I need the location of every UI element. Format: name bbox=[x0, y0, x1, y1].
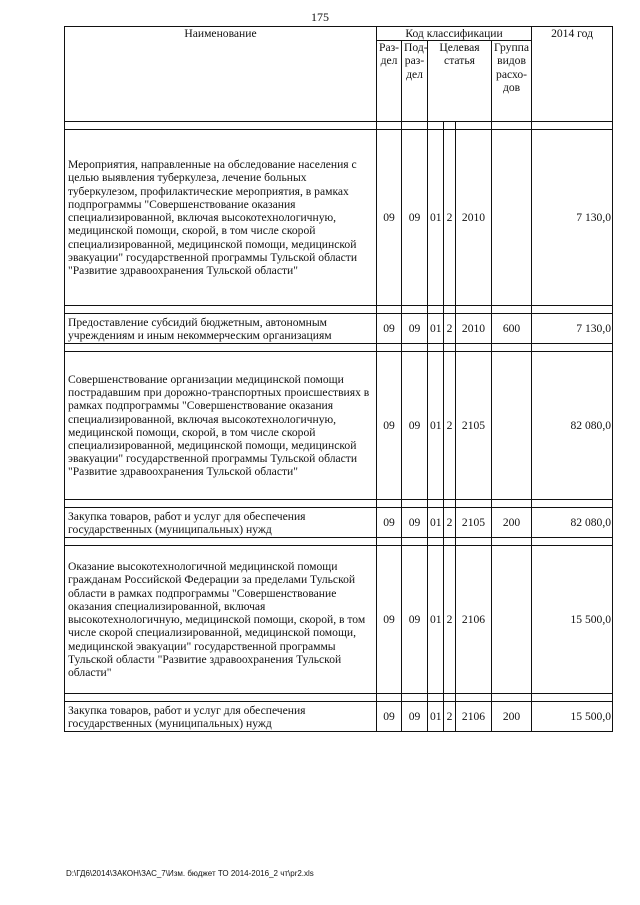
header-gruppa: Группа видов расхо-дов bbox=[492, 41, 532, 122]
row-cs1: 01 bbox=[428, 702, 444, 732]
row-cs3: 2105 bbox=[456, 508, 492, 538]
row-vid bbox=[492, 352, 532, 500]
file-path-footer: D:\ГД6\2014\ЗАКОН\ЗАС_7\Изм. бюджет ТО 2014-2016_2 чт\pr2.xls bbox=[66, 869, 314, 878]
row-razdel: 09 bbox=[377, 352, 402, 500]
table-row bbox=[65, 546, 613, 694]
row-cs2: 2 bbox=[444, 508, 456, 538]
table-row bbox=[65, 702, 613, 732]
row-cs2: 2 bbox=[444, 352, 456, 500]
row-razdel: 09 bbox=[377, 314, 402, 344]
row-razdel: 09 bbox=[377, 508, 402, 538]
row-name: Закупка товаров, работ и услуг для обеспечения государственных (муниципальных) нужд bbox=[65, 702, 377, 732]
row-sum: 15 500,0 bbox=[532, 546, 613, 694]
row-name: Предоставление субсидий бюджетным, автономным учреждениям и иным некоммерческим организациям bbox=[65, 314, 377, 344]
row-cs1: 01 bbox=[428, 352, 444, 500]
row-name: Совершенствование организации медицинской помощи пострадавшим при дорожно-транспортных происшествиях в рамках подпрограммы "Совершенствование оказания специализированной, включая высокотехнологичную, медицинской помощи, скорой, в том числе скорой специализированной, медицинской помощи, медицинской эвакуации" государственной программы Тульской области "Развитие здравоохранения Тульской области" bbox=[65, 352, 377, 500]
row-cs1: 01 bbox=[428, 508, 444, 538]
budget-table bbox=[64, 26, 613, 732]
row-podrazdel: 09 bbox=[402, 702, 428, 732]
header-podrazdel: Под-раз-дел bbox=[402, 41, 428, 122]
row-sum: 7 130,0 bbox=[532, 314, 613, 344]
row-podrazdel: 09 bbox=[402, 546, 428, 694]
row-podrazdel: 09 bbox=[402, 352, 428, 500]
table-row bbox=[65, 130, 613, 306]
row-cs1: 01 bbox=[428, 546, 444, 694]
row-cs1: 01 bbox=[428, 130, 444, 306]
header-name: Наименование bbox=[65, 27, 377, 122]
table-row bbox=[65, 508, 613, 538]
row-name: Мероприятия, направленные на обследование населения с целью выявления туберкулеза, лечение больных туберкулезом, профилактические мероприятия, в рамках подпрограммы "Совершенствование оказания специализированной, включая высокотехнологичную, медицинской помощи, скорой, в том числе скорой специализированной, медицинской помощи, медицинской эвакуации" государственной программы Тульской области "Развитие здравоохранения Тульской области" bbox=[65, 130, 377, 306]
row-sum: 15 500,0 bbox=[532, 702, 613, 732]
row-sum: 82 080,0 bbox=[532, 508, 613, 538]
row-cs2: 2 bbox=[444, 314, 456, 344]
row-cs2: 2 bbox=[444, 546, 456, 694]
header-celevaya: Целевая статья bbox=[428, 41, 492, 122]
header-razdel: Раз-дел bbox=[377, 41, 402, 122]
row-cs3: 2106 bbox=[456, 702, 492, 732]
row-podrazdel: 09 bbox=[402, 130, 428, 306]
row-razdel: 09 bbox=[377, 546, 402, 694]
page-number: 175 bbox=[311, 10, 329, 24]
row-vid bbox=[492, 546, 532, 694]
row-name: Закупка товаров, работ и услуг для обеспечения государственных (муниципальных) нужд bbox=[65, 508, 377, 538]
table-row bbox=[65, 314, 613, 344]
row-podrazdel: 09 bbox=[402, 508, 428, 538]
header-year: 2014 год bbox=[532, 27, 613, 122]
row-vid bbox=[492, 130, 532, 306]
row-cs3: 2010 bbox=[456, 314, 492, 344]
row-razdel: 09 bbox=[377, 702, 402, 732]
table-row bbox=[65, 352, 613, 500]
row-cs2: 2 bbox=[444, 130, 456, 306]
row-cs3: 2106 bbox=[456, 546, 492, 694]
header-code-group: Код классификации bbox=[377, 27, 532, 41]
row-podrazdel: 09 bbox=[402, 314, 428, 344]
row-cs2: 2 bbox=[444, 702, 456, 732]
row-name: Оказание высокотехнологичной медицинской помощи гражданам Российской Федерации за пределами Тульской области в рамках подпрограммы "Совершенствование оказания специализированной, включая высокотехнологичную, медицинской помощи, скорой, в том числе скорой специализированной, медицинской помощи, медицинской эвакуации" государственной программы Тульской области "Развитие здравоохранения Тульской области" bbox=[65, 546, 377, 694]
row-vid: 200 bbox=[492, 508, 532, 538]
row-cs3: 2105 bbox=[456, 352, 492, 500]
row-cs1: 01 bbox=[428, 314, 444, 344]
row-vid: 200 bbox=[492, 702, 532, 732]
row-cs3: 2010 bbox=[456, 130, 492, 306]
row-sum: 7 130,0 bbox=[532, 130, 613, 306]
row-razdel: 09 bbox=[377, 130, 402, 306]
row-vid: 600 bbox=[492, 314, 532, 344]
row-sum: 82 080,0 bbox=[532, 352, 613, 500]
